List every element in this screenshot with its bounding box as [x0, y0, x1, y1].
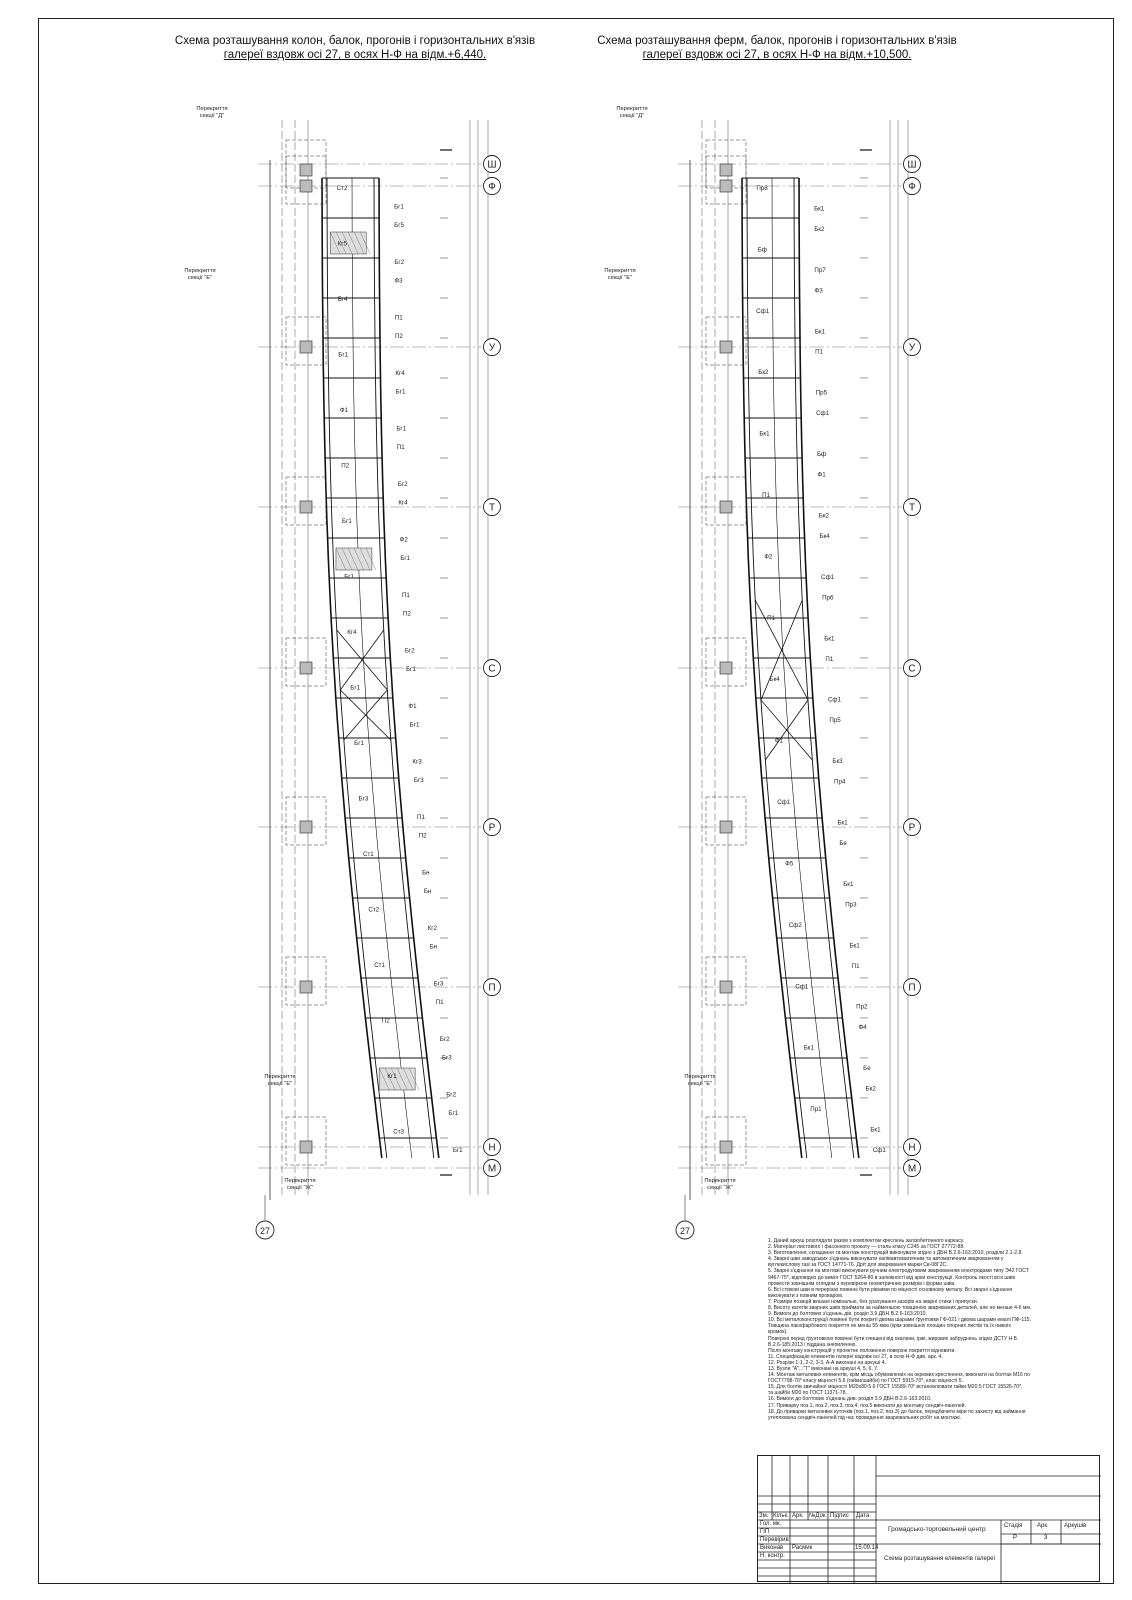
note-line: Товщина лакофарбового покриття не менш 55 мкм (крім зовнішніх площин опорних листів та їх нижніх [768, 1323, 1011, 1330]
column-square [300, 821, 312, 833]
stamp-executor: Расмик [792, 1545, 813, 1551]
axis-label: С [908, 663, 916, 675]
element-mark: Пр4 [834, 778, 846, 786]
element-mark: Сф1 [827, 696, 841, 704]
column-square [720, 501, 732, 513]
section-label: секції "Д" [199, 113, 225, 119]
section-label: секції "Ж" [287, 1185, 313, 1191]
note-line: 17. Приварку поз.1, поз.2, поз.3, поз.4, поз.5 виконати до монтажу сендвіч-панелей. [768, 1402, 966, 1409]
element-mark: Ст2 [336, 185, 348, 192]
element-mark: Пр3 [845, 901, 857, 909]
element-mark: Бг3 [358, 795, 369, 803]
element-mark: П1 [851, 962, 860, 970]
element-mark: Бк1 [803, 1044, 814, 1052]
column-square [300, 1141, 312, 1153]
element-mark: Бф [757, 246, 767, 254]
stamp-role-3: Перевірив [760, 1537, 789, 1543]
panel-hatch [330, 232, 366, 254]
note-line: 2. Матеріал листового і фасонного прокату — сталь класу С245 за ГОСТ 27772-88. [768, 1244, 965, 1251]
section-label: секції "Е" [267, 1081, 293, 1087]
element-mark: Бн [429, 943, 438, 951]
element-mark: П2 [394, 333, 403, 340]
stamp-stage-label: Стадія [1004, 1523, 1023, 1529]
section-label: секції "Ж" [707, 1185, 733, 1191]
element-mark: Пр5 [815, 389, 828, 397]
element-mark: Бе [839, 839, 847, 847]
stamp-col-ark: Арк. [792, 1513, 804, 1519]
element-mark: Сф1 [756, 307, 770, 315]
stamp-col-data: Дата [856, 1513, 870, 1519]
element-mark: П2 [402, 610, 411, 618]
note-line: 16. Вимоги до болтових з'єднань див. розділ 3.9 ДБН В.2.6-163:2010. [768, 1396, 932, 1403]
column-square [720, 981, 732, 993]
element-mark: Бг2 [397, 481, 408, 488]
column-square [300, 501, 312, 513]
note-line: 14. Монтаж металевих елементів, крім місць обумовлених на окремих кресленнях, виконати на болтах М16 по [768, 1372, 1030, 1379]
element-mark: Кг5 [337, 240, 347, 248]
column-square [720, 662, 732, 674]
stamp-col-doc: №Док. [809, 1513, 828, 1519]
element-mark: Сф1 [816, 410, 830, 418]
title-block-grid [758, 1456, 1101, 1583]
axis-label: Н [908, 1142, 916, 1154]
element-mark: Бк2 [818, 512, 829, 520]
element-mark: Бг1 [344, 573, 355, 581]
note-line: В.2.6-185:2013 і піддана знепиленню. [768, 1341, 857, 1348]
element-mark: Бг1 [354, 740, 364, 747]
title-block [757, 1455, 1100, 1582]
note-line: 4. Зварні шви заводських з'єднань виконувати напівавтоматичним та автоматичним зварюванням у [768, 1256, 1004, 1263]
section-label: секції "Е" [687, 1081, 713, 1087]
element-mark: П1 [815, 348, 824, 356]
element-mark: Бк1 [814, 205, 825, 213]
axis-label: П [488, 982, 496, 994]
axis-label: Т [488, 502, 496, 514]
element-mark: Ст2 [368, 906, 380, 914]
element-mark: Ф5 [785, 860, 794, 868]
element-mark: Бг1 [406, 666, 416, 673]
element-mark: П1 [394, 314, 403, 322]
stamp-project: Громадсько-торговельний центр [888, 1526, 986, 1533]
element-mark: Бк1 [759, 430, 770, 438]
element-mark: Бг1 [338, 351, 349, 359]
element-mark: Бк1 [843, 880, 854, 888]
axis-label: М [487, 1163, 497, 1175]
element-mark: Бг1 [342, 518, 352, 525]
element-mark: Бг4 [337, 296, 348, 303]
element-mark: Бк1 [849, 942, 860, 950]
stamp-role-2: ГІП [760, 1529, 770, 1535]
note-line: Поверхні перед ґрунтовкою повинні бути очищені від окалини, іржі, жирових забруднень згідно ДСТУ Н Б [768, 1335, 1017, 1342]
element-mark: Бк1 [837, 819, 848, 827]
left-title-line2: галереї вздовж осі 27, в осях Н-Ф на відм.+6,440. [223, 49, 487, 61]
element-mark: Бг1 [448, 1110, 459, 1117]
column-square [300, 981, 312, 993]
note-line: 8. Висоту катетів зварних швів приймати за найменшою товщиною зварюваних деталей, але не менше 4-6 мм. [768, 1305, 1032, 1312]
element-mark: Бн [423, 888, 432, 895]
element-mark: Пр2 [856, 1003, 868, 1011]
section-label: секції "Е" [187, 275, 213, 281]
element-mark: Бг5 [394, 222, 404, 229]
element-mark: Ф1 [339, 407, 349, 414]
note-line: 7. Розміри позицій вказані номінальні, без урахування зазорів на зварні стики і припуски. [768, 1298, 979, 1305]
column-square [300, 662, 312, 674]
element-mark: Бг1 [350, 684, 361, 692]
panel-hatch [336, 548, 372, 570]
note-line: 5. Зварні з'єднання на монтажі виконувати ручним електродуговим зварюванням електродами типу Э42 ГОСТ [768, 1268, 1029, 1275]
element-mark: Бф [816, 451, 827, 459]
section-label: секції "Е" [607, 275, 633, 281]
element-mark: Бг1 [409, 721, 420, 729]
element-mark: П1 [396, 444, 405, 451]
general-notes [768, 1238, 1106, 1421]
stamp-role-5: Н. контр. [760, 1553, 785, 1559]
column-axis-label: 27 [679, 1226, 691, 1236]
section-label: Перекриття [604, 268, 636, 274]
section-label: секції "Д" [619, 113, 645, 119]
element-mark: Ф1 [408, 703, 417, 710]
element-mark: Бг2 [404, 647, 415, 655]
section-label: Перекриття [284, 1178, 316, 1184]
stamp-col-izm: Зм. [759, 1513, 769, 1519]
element-mark: П1 [762, 492, 771, 500]
column-square [720, 341, 732, 353]
element-mark: Пр8 [756, 185, 768, 192]
element-mark: Кг1 [387, 1073, 397, 1080]
column-square [720, 821, 732, 833]
element-mark: Бг1 [396, 425, 407, 433]
element-mark: П2 [381, 1017, 390, 1025]
element-mark: Бг1 [394, 203, 404, 211]
element-mark: Пр1 [810, 1106, 822, 1114]
element-mark: Кг4 [398, 499, 408, 507]
note-line: та шайби М20 по ГОСТ 11371-78. [768, 1390, 847, 1397]
section-label: Перекриття [616, 106, 648, 112]
element-mark: Кг4 [395, 370, 405, 377]
element-mark: П1 [401, 592, 410, 599]
right-title-line2: галереї вздовж осі 27, в осях Н-Ф на відм.+10,500. [642, 49, 912, 61]
stamp-sheet: 3 [1044, 1535, 1048, 1541]
column-square [300, 341, 312, 353]
note-line: 18. До приварки металевих куточків (поз.1, поз.2, поз.3) до балок, передбачити міри по захисту від займання [768, 1408, 1026, 1415]
element-mark: Бг1 [452, 1147, 463, 1154]
stamp-sheets-label: Аркушів [1064, 1523, 1087, 1529]
element-mark: Бк2 [758, 369, 769, 377]
column-square [720, 180, 732, 192]
note-line: 3. Виготовлення, складання та монтаж конструкцій виконувати згідно з ДБН В.2.6-163:2010, розділи 2.1-2.8. [768, 1250, 1023, 1257]
note-line: 1. Даний аркуш розглядати разом з комплектом креслень залізобетонного каркасу. [768, 1238, 965, 1244]
axis-label: Т [908, 502, 916, 514]
element-mark: Ф1 [817, 471, 826, 479]
element-mark: Сф1 [872, 1147, 886, 1154]
element-mark: Бк1 [870, 1126, 881, 1134]
section-label: Перекриття [184, 268, 216, 274]
left-title-line1: Схема розташування колон, балок, прогонів і горизонтальних в'язів [174, 35, 536, 47]
element-mark: Бк1 [814, 328, 826, 336]
stamp-role-1: Гол. мк. [760, 1521, 782, 1527]
stamp-col-pidpys: Підпис [830, 1513, 849, 1519]
element-mark: Сф1 [777, 799, 791, 807]
axis-label: Н [488, 1142, 496, 1154]
element-mark: П2 [341, 462, 350, 470]
element-mark: Бг2 [446, 1091, 457, 1099]
note-line: утеплювача сендвіч-панелей під час проведення зварювальних робіт на монтажі. [768, 1414, 962, 1421]
note-line: 6. Всі стикові шви в перерізах повинні бути рівними по міцності основному металу. Всі зварні з'єднання [768, 1286, 1013, 1293]
element-mark: Ст1 [362, 851, 374, 858]
element-mark: Кг4 [347, 629, 357, 636]
column-square [720, 1141, 732, 1153]
element-mark: П1 [825, 655, 834, 663]
element-mark: Бк1 [824, 635, 835, 643]
note-line: 10. Всі металоконструкції повинні бути покриті двома шарами ґрунтовки ГФ-021 і двома шарами емалі ПФ-115. [768, 1317, 1031, 1324]
element-mark: Ф3 [394, 277, 403, 285]
note-line: кромок). [768, 1329, 788, 1336]
element-mark: Бк4 [819, 532, 830, 540]
element-mark: Бг1 [400, 555, 411, 562]
element-mark: Бг3 [441, 1054, 452, 1062]
right-title-line1: Схема розташування ферм, балок, прогонів і горизонтальних в'язів [597, 35, 957, 47]
element-mark: П1 [417, 814, 425, 821]
column-square [300, 180, 312, 192]
axis-label: У [488, 342, 496, 354]
element-mark: Бк2 [814, 225, 825, 233]
element-mark: Бк2 [865, 1085, 876, 1093]
stamp-role-4: Виконав [760, 1545, 784, 1551]
element-mark: Бе [863, 1065, 871, 1073]
element-mark: Ф4 [858, 1024, 867, 1032]
element-mark: П1 [767, 614, 776, 622]
axis-label: С [488, 663, 496, 675]
panel-hatch [379, 1068, 415, 1090]
element-mark: Бк3 [832, 758, 843, 766]
column-square [720, 164, 732, 176]
axis-label: Р [908, 822, 916, 834]
element-mark: Пр5 [829, 717, 841, 725]
stamp-date: 15.09.14 [855, 1545, 879, 1551]
stamp-sheet-label: Арк. [1037, 1523, 1049, 1529]
element-mark: Ст3 [393, 1128, 404, 1136]
element-mark: Ф2 [764, 553, 773, 561]
note-line: 9. Вимоги до болтових з'єднань дів. розділ 3.9 ДБН В.2.6-163:2010. [768, 1311, 927, 1318]
element-mark: Бг3 [413, 777, 424, 784]
note-line: 15. Для болтів звичайної міцності М20х80-5.6 ГОСТ 15589-70* встановлювати гайки М20.5 ГОСТ 15526-70*, [768, 1384, 1023, 1391]
note-line: вуглекислому газі за ГОСТ 14771-76. Дріт для зварювання марки Св-08Г2С. [768, 1262, 948, 1269]
element-mark: Кг2 [427, 925, 437, 932]
axis-label: Ф [488, 181, 496, 193]
element-mark: Бг1 [395, 388, 406, 396]
axis-label: М [907, 1163, 917, 1175]
element-mark: Бн [422, 869, 430, 877]
note-line: Після монтажу конструкцій у проектне положення поверхні покриття відновити. [768, 1347, 956, 1354]
stamp-stage: Р [1013, 1535, 1018, 1541]
axis-label: Ш [487, 159, 497, 171]
axis-label: Р [488, 822, 496, 834]
element-mark: Сф2 [788, 921, 802, 929]
element-mark: Бг2 [439, 1036, 450, 1043]
element-mark: Пр6 [822, 594, 834, 602]
element-mark: Ст1 [374, 962, 385, 969]
stamp-sheet-title: Схема розташування елементів галереї [884, 1556, 996, 1562]
element-mark: Кг3 [412, 758, 422, 766]
note-line: 11. Специфікацію елементів галереї вздовж осі 27, в осях Н-Ф див. арк. 4. [768, 1353, 943, 1360]
section-label: Перекриття [264, 1074, 296, 1080]
note-line: ГОСТ7798-70* класу міцності 5.6 (гайки/шайби) по ГОСТ 5915-70*, клас міцності 5. [768, 1378, 964, 1385]
axis-label: Ш [907, 159, 917, 171]
element-mark: Ф1 [774, 737, 783, 745]
note-line: 12. Розрізи 1-1, 2-2, 3-3, А-А виконані на аркуші 4. [768, 1359, 886, 1366]
element-mark: Пр7 [814, 266, 826, 274]
element-mark: Ф3 [814, 287, 823, 295]
section-label: Перекриття [196, 106, 228, 112]
element-mark: П1 [435, 999, 444, 1006]
element-mark: Бк4 [769, 676, 780, 684]
axis-label: У [908, 342, 916, 354]
note-line: провести зовнішнім оглядом з перевіркою геометричних розмірів і форми швів. [768, 1280, 956, 1287]
column-axis-label: 27 [259, 1226, 271, 1236]
element-mark: Бг2 [394, 259, 405, 266]
note-line: 13. Вузли "А"..."Т" виконані на аркуші 4, 5, 6, 7. [768, 1365, 879, 1372]
note-line: 9467-75*, відповідно до вимог ГОСТ 5264-80 в залежності від арки конструкції. Контроль якості всіх швів [768, 1274, 1016, 1281]
element-mark: Бг3 [433, 980, 444, 988]
note-line: виконувати з повним проваром. [768, 1292, 844, 1299]
element-mark: Ф2 [399, 536, 408, 544]
axis-label: П [908, 982, 916, 994]
element-mark: Сф1 [821, 573, 835, 581]
column-square [300, 164, 312, 176]
stamp-col-kilk: Кільк. [773, 1513, 789, 1519]
element-mark: Сф1 [795, 983, 809, 991]
axis-label: Ф [908, 181, 916, 193]
section-label: Перекриття [704, 1178, 736, 1184]
element-mark: П2 [418, 832, 427, 840]
section-label: Перекриття [684, 1074, 716, 1080]
